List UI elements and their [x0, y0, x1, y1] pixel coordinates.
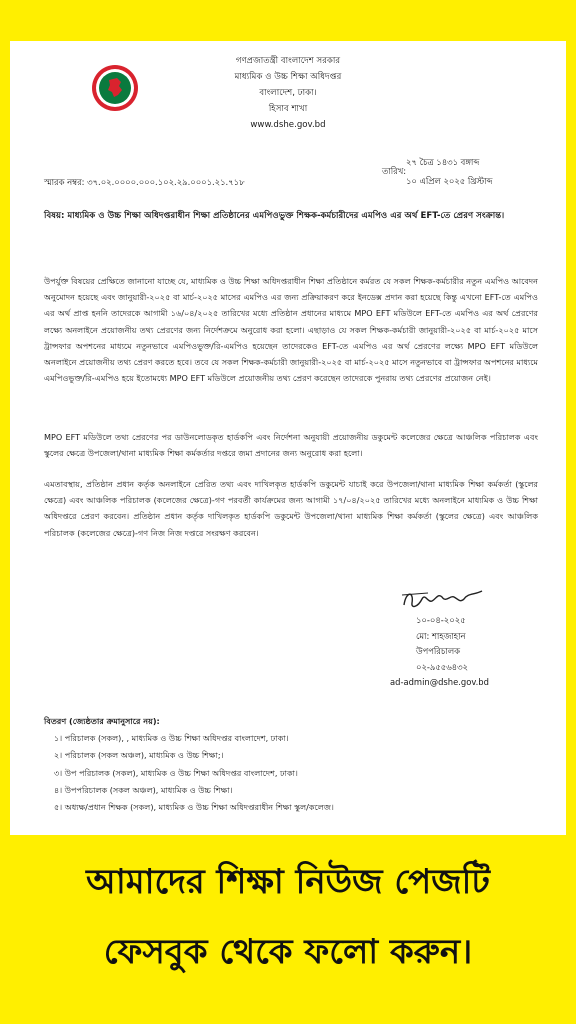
distribution-title: বিতরণ (জ্যেষ্ঠতার ক্রমানুসারে নয়): [44, 716, 160, 726]
distribution-item: ৫। অধ্যক্ষ/প্রধান শিক্ষক (সকল), মাধ্যমিক ও উচ্চ শিক্ষা অধিদপ্তরাধীন শিক্ষা স্কুল/কলেজ। [54, 802, 334, 813]
date-block [382, 153, 556, 191]
distribution-item: ২। পরিচালক (সকল অঞ্চল), মাধ্যমিক ও উচ্চ শিক্ষা;। [54, 750, 224, 761]
subject-line: বিষয়: মাধ্যমিক ও উচ্চ শিক্ষা অধিদপ্তরাধীন শিক্ষা প্রতিষ্ঠানের এমপিওভুক্ত শিক্ষক-কর্মচারীদের এমপিও এর অর্থ EFT-তে প্রেরণ সংক্রান্ত। [44, 211, 505, 221]
body-paragraph-3: এমতাবস্থায়, প্রতিষ্ঠান প্রধান কর্তৃক অনলাইনে প্রেরিত তথ্য এবং দাখিলকৃত হার্ডকপি ডকুমেন্ট যাচাই করে উপজেলা/থানা মাধ্যমিক শিক্ষা কর্মকর্তা (স্কুলের ক্ষেত্রে) এবং আঞ্চলিক পরিচালক (কলেজের ক্ষেত্রে)-গণ পরবর্তী কার্যক্রমের জন্য আগামী ১৭/০৪/২০২৫ তারিখের মধ্যে অনলাইনে মাধ্যমিক ও উচ্চ শিক্ষা অধিদপ্তরে প্রেরণ করবেন। প্রতিষ্ঠান প্রধান কর্তৃক দাখিলকৃত হার্ডকপি ডকুমেন্ট উপজেলা/থানা মাধ্যমিক শিক্ষা কর্মকর্তা (স্কুলের ক্ষেত্রে) এবং আঞ্চলিক পরিচালক (কলেজের ক্ষেত্রে)-গণ নিজ নিজ দপ্তরে সংরক্ষণ করবেন। [44, 479, 538, 538]
distribution-item: ৪। উপপরিচালক (সকল অঞ্চল), মাধ্যমিক ও উচ্চ শিক্ষা। [54, 784, 233, 795]
letterhead-line-3: বাংলাদেশ, ঢাকা। [259, 88, 317, 98]
document-page [10, 41, 566, 835]
letterhead-line-4: হিসাব শাখা [268, 104, 308, 114]
signatory-email[interactable]: ad-admin@dshe.gov.bd [390, 677, 489, 687]
distribution-item: ১। পরিচালক (সকল), , মাধ্যমিক ও উচ্চ শিক্ষা অধিদপ্তর বাংলাদেশ, ঢাকা। [54, 733, 289, 744]
distribution-list [44, 713, 544, 816]
letterhead-line-1: গণপ্রজাতন্ত্রী বাংলাদেশ সরকার [235, 56, 341, 66]
letterhead [130, 53, 446, 133]
date-bangla: ২৭ চৈত্র ১৪৩১ বঙ্গাব্দ [406, 157, 480, 167]
website-link[interactable]: www.dshe.gov.bd [250, 120, 326, 130]
letterhead-line-2: মাধ্যমিক ও উচ্চ শিক্ষা অধিদপ্তর [234, 72, 342, 82]
body-paragraph-2: MPO EFT মডিউলে তথ্য প্রেরণের পর ডাউনলোডকৃত হার্ডকপি এবং নির্দেশনা অনুযায়ী প্রয়োজনীয় ডকুমেন্ট কলেজের ক্ষেত্রে আঞ্চলিক পরিচালক এবং স্কুলের ক্ষেত্রে উপজেলা/থানা মাধ্যমিক শিক্ষা কর্মকর্তার দপ্তরে জমা প্রদানের জন্য অনুরোধ করা হলো। [44, 432, 538, 459]
body-paragraph-1: উপর্যুক্ত বিষয়ের প্রেক্ষিতে জানানো যাচ্ছে যে, মাধ্যমিক ও উচ্চ শিক্ষা অধিদপ্তরাধীন শিক্ষা প্রতিষ্ঠানে কর্মরত যে সকল শিক্ষক-কর্মচারীর নতুন এমপিও আবেদন অনুমোদন হয়েছে এবং জানুয়ারী-২০২৫ বা মার্চ-২০২৫ মাসের এমপিও এর জন্য প্রক্রিয়াকরণ করে ইনডেক্স প্রদান করা হয়েছে কিন্তু এখনো EFT-তে এমপিও এর অর্থ প্রাপ্ত হননি তাদেরকে আগামী ১৬/০৪/২০২৫ তারিখের মধ্যে প্রতিষ্ঠান প্রধানের মাধ্যমে MPO EFT মডিউলে EFT-তে এমপিও এর অর্থ প্রেরণের লক্ষ্যে অনলাইনে প্রয়োজনীয় তথ্য প্রেরণের জন্য নির্দেশক্রমে অনুরোধ করা হলো। এছাড়াও যে সকল শিক্ষক-কর্মচারী জানুয়ারী-২০২৫ বা মার্চ-২০২৫ মাসে ট্রান্সফার অপশনের মাধ্যমে নতুনভাবে এমপিওভুক্ত/রি-এমপিও হয়েছেন তাদেরকেও EFT-তে এমপিও এর অর্থ প্রেরণের লক্ষ্যে MPO EFT মডিউলে অনলাইনে প্রয়োজনীয় তথ্য প্রেরণ করতে হবে। তবে যে সকল শিক্ষক-কর্মচারী জানুয়ারী-২০২৫ বা মার্চ-২০২৫ মাসে নতুনভাবে বা ট্রান্সফার অপশনের মাধ্যমে এমপিওভুক্ত/রি-এমপিও হয়ে ইতোমধ্যে MPO EFT মডিউলে প্রয়োজনীয় তথ্য প্রেরণ করেছেন তাদেরকে পুনরায় তথ্য প্রেরণের প্রয়োজন নেই। [44, 276, 538, 384]
memo-number: স্মারক নম্বর: ৩৭.০২.০০০০.০০০.১০২.২৯.০০০১.২১.৭১৮ [44, 177, 245, 187]
signature-block [380, 613, 550, 691]
handwritten-signature [398, 581, 488, 617]
date-gregorian: ১০ এপ্রিল ২০২৫ খ্রিস্টাব্দ [406, 176, 493, 186]
signature-date: ১০-০৪-২০২৫ [416, 615, 466, 625]
promo-banner-line-2: ফেসবুক থেকে ফলো করুন। [103, 932, 473, 972]
signatory-designation: উপপরিচালক [416, 646, 460, 656]
signatory-name: মো: শাহজাহান [416, 630, 466, 641]
date-label: তারিখ: [382, 166, 407, 176]
distribution-item: ৩। উপ পরিচালক (সকল), মাধ্যমিক ও উচ্চ শিক্ষা অধিদপ্তর বাংলাদেশ, ঢাকা। [54, 767, 298, 778]
signatory-phone: ০২-৯৫৫৬৪৩২ [416, 661, 468, 672]
promo-banner-line-1: আমাদের শিক্ষা নিউজ পেজটি [86, 862, 490, 902]
